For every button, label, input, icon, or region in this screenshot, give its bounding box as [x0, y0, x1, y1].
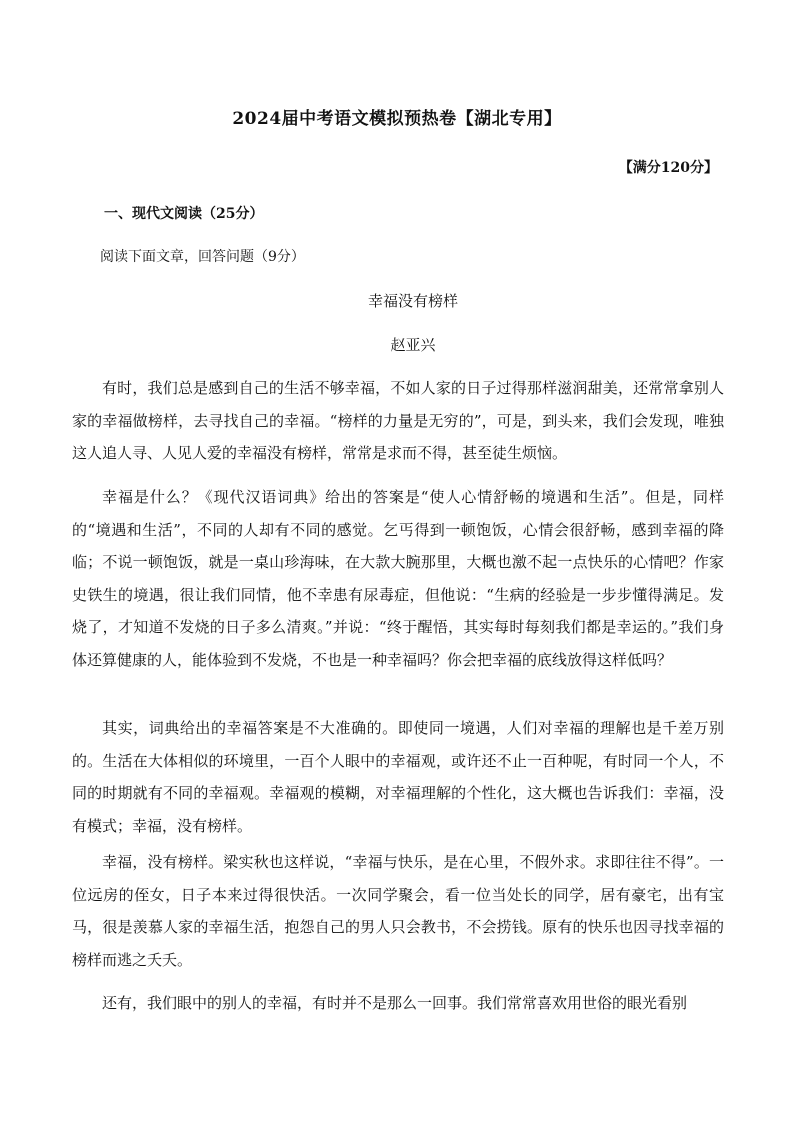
- section-heading: 一、现代文阅读（25分）: [104, 206, 264, 222]
- reading-instruction: 阅读下面文章，回答问题（9分）: [100, 249, 305, 265]
- full-score-label: 【满分120分】: [618, 160, 718, 176]
- article-title: 幸福没有榜样: [367, 292, 458, 310]
- exam-title: 2024届中考语文模拟预热卷【湖北专用】: [232, 109, 562, 129]
- article-paragraph: 还有，我们眼中的别人的幸福，有时并不是那么一回事。我们常常喜欢用世俗的眼光看别: [102, 994, 688, 1012]
- article-author: 赵亚兴: [390, 336, 436, 354]
- article-paragraph: 有时，我们总是感到自己的生活不够幸福，不如人家的日子过得那样滋润甜美，还常常拿别人家的幸福做榜样，去寻找自己的幸福。“榜样的力量是无穷的”，可是，到头来，我们会发现，唯独这人追人寻、人见人爱的幸福没有榜样，常常是求而不得，甚至徒生烦恼。: [72, 379, 724, 462]
- article-paragraph: 其实，词典给出的幸福答案是不大准确的。即使同一境遇，人们对幸福的理解也是千差万别的。生活在大体相似的环境里，一百个人眼中的幸福观，或许还不止一百种呢，有时同一个人，不同的时期就有不同的幸福观。幸福观的模糊，对幸福理解的个性化，这大概也告诉我们：幸福，没有模式；幸福，没有榜样。: [72, 719, 724, 835]
- article-paragraph: 幸福是什么？《现代汉语词典》给出的答案是“使人心情舒畅的境遇和生活”。但是，同样的“境遇和生活”，不同的人却有不同的感觉。乞丐得到一顿饱饭，心情会很舒畅，感到幸福的降临；不说一顿饱饭，就是一桌山珍海味，在大款大腕那里，大概也激不起一点快乐的心情吧？作家史铁生的境遇，很让我们同情，他不幸患有尿毒症，但他说：“生病的经验是一步步懂得满足。发烧了，才知道不发烧的日子多么清爽。”并说：“终于醒悟，其实每时每刻我们都是幸运的。”我们身体还算健康的人，能体验到不发烧，不也是一种幸福吗？你会把幸福的底线放得这样低吗？: [72, 488, 724, 669]
- article-paragraph: 幸福，没有榜样。梁实秋也这样说，“幸福与快乐，是在心里，不假外求。求即往往不得”。一位远房的侄女，日子本来过得很快活。一次同学聚会，看一位当处长的同学，居有豪宅，出有宝马，很是羡慕人家的幸福生活，抱怨自己的男人只会教书，不会捞钱。原有的快乐也因寻找幸福的榜样而逃之夭夭。: [72, 853, 724, 969]
